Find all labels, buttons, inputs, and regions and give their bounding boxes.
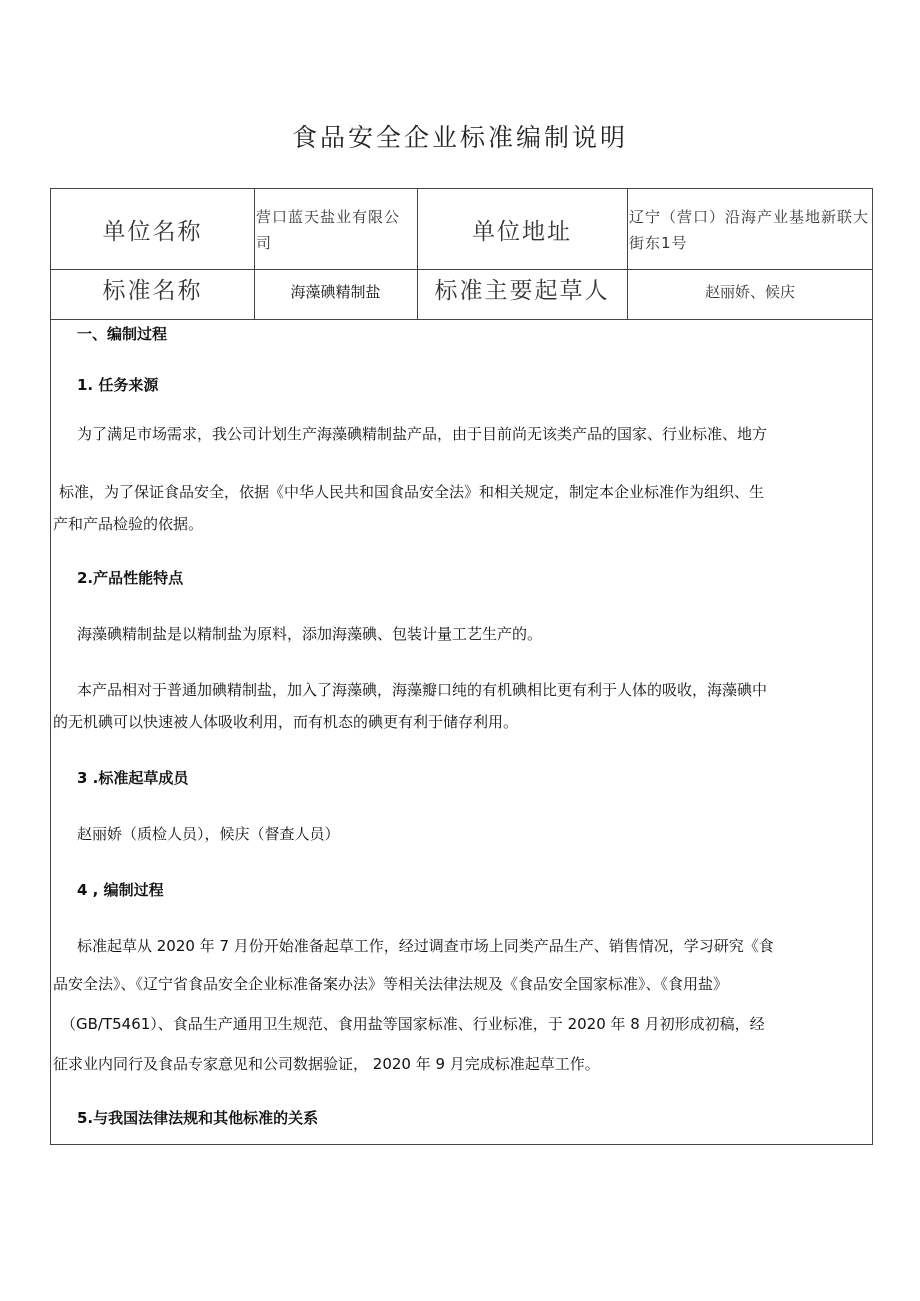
features-line: 的无机碘可以快速被人体吸收利用，而有机态的碘更有利于储存利用。 bbox=[53, 713, 519, 731]
standard-info-table bbox=[50, 188, 873, 1145]
features-heading: 2.产品性能特点 bbox=[77, 569, 184, 587]
task-source-line: 标准，为了保证食品安全，依据《中华人民共和国食品安全法》和相关规定，制定本企业标准作为组织、生 bbox=[59, 483, 765, 501]
process-line: 标准起草从 2020 年 7 月份开始准备起草工作，经过调查市场上同类产品生产、销售情况，学习研究《食 bbox=[77, 937, 774, 955]
section1-title: 一、编制过程 bbox=[77, 325, 168, 343]
unit-address-label: 单位地址 bbox=[472, 219, 572, 245]
features-paragraph: 海藻碘精制盐是以精制盐为原料，添加海藻碘、包装计量工艺生产的。 bbox=[77, 625, 543, 643]
row-divider bbox=[51, 269, 872, 270]
process-line: 品安全法》、《辽宁省食品安全企业标准备案办法》等相关法律法规及《食品安全国家标准》、《食用盐》 bbox=[53, 975, 729, 993]
task-source-heading: 1. 任务来源 bbox=[77, 376, 159, 394]
row-divider bbox=[51, 319, 872, 320]
process-line: （GB/T5461）、食品生产通用卫生规范、食用盐等国家标准、行业标准，于 2020 年 8 月初形成初稿，经 bbox=[61, 1015, 765, 1033]
unit-name-value: 营口蓝天盐业有限公司 bbox=[256, 208, 401, 252]
features-line: 本产品相对于普通加碘精制盐，加入了海藻碘，海藻瓣口纯的有机碘相比更有利于人体的吸收，海藻碘中 bbox=[77, 681, 768, 699]
task-source-line: 产和产品检验的依据。 bbox=[53, 515, 204, 533]
members-text: 赵丽娇（质检人员），候庆（督查人员） bbox=[77, 825, 340, 843]
drafter-label: 标准主要起草人 bbox=[434, 278, 610, 304]
process-line: 征求业内同行及食品专家意见和公司数据验证， 2020 年 9 月完成标准起草工作。 bbox=[53, 1055, 600, 1073]
drafter-value: 赵丽娇、候庆 bbox=[704, 283, 795, 301]
relation-heading: 5.与我国法律法规和其他标准的关系 bbox=[77, 1109, 319, 1127]
unit-name-label: 单位名称 bbox=[102, 219, 203, 245]
task-source-line: 为了满足市场需求，我公司计划生产海藻碘精制盐产品，由于目前尚无该类产品的国家、行业标准、地方 bbox=[77, 425, 768, 443]
unit-address-value: 辽宁（营口）沿海产业基地新联大街东1号 bbox=[629, 208, 870, 252]
page-title: 食品安全企业标准编制说明 bbox=[291, 123, 628, 152]
process-heading: 4 , 编制过程 bbox=[77, 881, 164, 899]
members-heading: 3 .标准起草成员 bbox=[77, 769, 189, 787]
standard-name-value: 海藻碘精制盐 bbox=[290, 283, 381, 301]
standard-name-label: 标准名称 bbox=[102, 278, 203, 304]
